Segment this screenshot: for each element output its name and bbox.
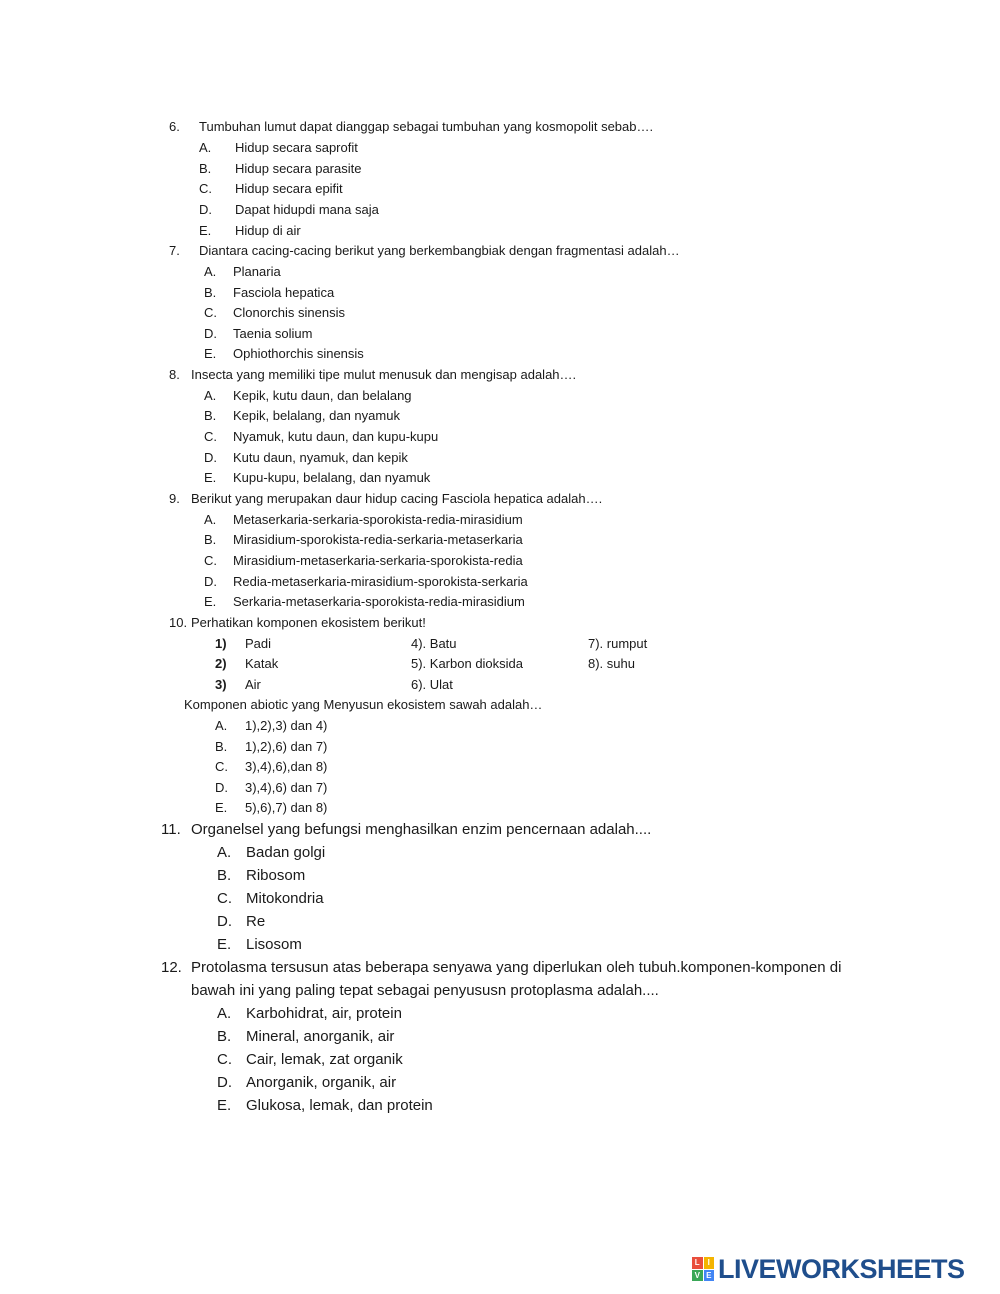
q11-option-letter: C. bbox=[217, 890, 232, 907]
q11-option-text[interactable]: Mitokondria bbox=[246, 890, 324, 907]
component-number: 1) bbox=[215, 636, 227, 651]
logo-wordmark: LIVEWORKSHEETS bbox=[718, 1253, 965, 1284]
q12-option-letter: E. bbox=[217, 1097, 232, 1114]
question-8-number: 8. bbox=[169, 367, 180, 382]
question-6-number: 6. bbox=[169, 119, 180, 134]
q9-option-letter: C. bbox=[204, 553, 217, 568]
question-11-number: 11. bbox=[161, 821, 181, 838]
component-text: 8). suhu bbox=[588, 656, 635, 671]
q11-option-text[interactable]: Badan golgi bbox=[246, 844, 326, 861]
liveworksheets-logo[interactable] bbox=[692, 1254, 965, 1284]
question-10-subtext: Komponen abiotic yang Menyusun ekosistem sawah adalah… bbox=[184, 697, 543, 712]
q6-option-text[interactable]: Hidup secara epifit bbox=[235, 181, 343, 196]
q8-option-letter: C. bbox=[204, 429, 217, 444]
q9-option-text[interactable]: Redia-metaserkaria-mirasidium-sporokista-serkaria bbox=[233, 574, 528, 589]
q10-option-letter: C. bbox=[215, 759, 228, 774]
q7-option-letter: C. bbox=[204, 305, 217, 320]
q10-option-text[interactable]: 3),4),6) dan 7) bbox=[245, 780, 328, 795]
q11-option-letter: A. bbox=[217, 844, 232, 861]
q10-option-letter: D. bbox=[215, 780, 228, 795]
q6-option-letter: D. bbox=[199, 202, 212, 217]
q10-option-text[interactable]: 1),2),6) dan 7) bbox=[245, 739, 328, 754]
q9-option-text[interactable]: Mirasidium-metaserkaria-serkaria-sporokista-redia bbox=[233, 553, 523, 568]
q8-option-text[interactable]: Kupu-kupu, belalang, dan nyamuk bbox=[233, 470, 431, 485]
component-text: Padi bbox=[245, 636, 272, 651]
logo-mark-tile: L bbox=[692, 1257, 703, 1269]
q6-option-letter: B. bbox=[199, 161, 212, 176]
q6-option-letter: C. bbox=[199, 181, 212, 196]
q9-option-text[interactable]: Metaserkaria-serkaria-sporokista-redia-mirasidium bbox=[233, 512, 523, 527]
q12-option-letter: C. bbox=[217, 1051, 232, 1068]
question-7-number: 7. bbox=[169, 243, 180, 258]
question-10-number: 10. bbox=[169, 615, 188, 630]
question-8-text: Insecta yang memiliki tipe mulut menusuk dan mengisap adalah…. bbox=[191, 367, 577, 382]
q9-option-letter: B. bbox=[204, 532, 217, 547]
q8-option-text[interactable]: Kepik, kutu daun, dan belalang bbox=[233, 388, 412, 403]
component-text: 7). rumput bbox=[588, 636, 648, 651]
q7-option-letter: B. bbox=[204, 285, 217, 300]
question-10-text: Perhatikan komponen ekosistem berikut! bbox=[191, 615, 426, 630]
question-12-number: 12. bbox=[161, 959, 182, 976]
q6-option-text[interactable]: Hidup di air bbox=[235, 223, 301, 238]
q9-option-letter: A. bbox=[204, 512, 217, 527]
logo-mark-tile: V bbox=[692, 1270, 703, 1282]
q8-option-letter: A. bbox=[204, 388, 217, 403]
component-number: 3) bbox=[215, 677, 227, 692]
q7-option-text[interactable]: Clonorchis sinensis bbox=[233, 305, 345, 320]
question-12-text-line2: bawah ini yang paling tepat sebagai penyususn protoplasma adalah.... bbox=[191, 982, 659, 999]
q7-option-text[interactable]: Planaria bbox=[233, 264, 281, 279]
q9-option-letter: D. bbox=[204, 574, 217, 589]
q7-option-letter: E. bbox=[204, 346, 217, 361]
question-6-text: Tumbuhan lumut dapat dianggap sebagai tumbuhan yang kosmopolit sebab…. bbox=[199, 119, 654, 134]
q12-option-text[interactable]: Mineral, anorganik, air bbox=[246, 1028, 395, 1045]
q6-option-letter: E. bbox=[199, 223, 212, 238]
q10-option-letter: E. bbox=[215, 800, 228, 815]
q11-option-letter: E. bbox=[217, 936, 232, 953]
logo-mark-tile: E bbox=[704, 1270, 715, 1282]
q7-option-text[interactable]: Fasciola hepatica bbox=[233, 285, 335, 300]
q8-option-text[interactable]: Kepik, belalang, dan nyamuk bbox=[233, 408, 400, 423]
q7-option-text[interactable]: Taenia solium bbox=[233, 326, 313, 341]
q9-option-text[interactable]: Mirasidium-sporokista-redia-serkaria-metaserkaria bbox=[233, 532, 523, 547]
q6-option-text[interactable]: Hidup secara saprofit bbox=[235, 140, 358, 155]
q12-option-letter: D. bbox=[217, 1074, 232, 1091]
q6-option-text[interactable]: Hidup secara parasite bbox=[235, 161, 362, 176]
q12-option-text[interactable]: Cair, lemak, zat organik bbox=[246, 1051, 403, 1068]
q10-option-letter: B. bbox=[215, 739, 228, 754]
q8-option-letter: E. bbox=[204, 470, 217, 485]
q7-option-letter: D. bbox=[204, 326, 217, 341]
q12-option-text[interactable]: Anorganik, organik, air bbox=[246, 1074, 397, 1091]
q6-option-letter: A. bbox=[199, 140, 212, 155]
q9-option-letter: E. bbox=[204, 594, 217, 609]
q12-option-text[interactable]: Glukosa, lemak, dan protein bbox=[246, 1097, 433, 1114]
q10-option-letter: A. bbox=[215, 718, 228, 733]
q6-option-text[interactable]: Dapat hidupdi mana saja bbox=[235, 202, 379, 217]
logo-mark-tile: I bbox=[704, 1257, 715, 1269]
q8-option-text[interactable]: Nyamuk, kutu daun, dan kupu-kupu bbox=[233, 429, 439, 444]
q11-option-letter: D. bbox=[217, 913, 232, 930]
q10-option-text[interactable]: 1),2),3) dan 4) bbox=[245, 718, 328, 733]
q12-option-text[interactable]: Karbohidrat, air, protein bbox=[246, 1005, 402, 1022]
q11-option-text[interactable]: Re bbox=[246, 913, 266, 930]
q11-option-letter: B. bbox=[217, 867, 232, 884]
q12-option-letter: A. bbox=[217, 1005, 232, 1022]
question-7-text: Diantara cacing-cacing berikut yang berkembangbiak dengan fragmentasi adalah… bbox=[199, 243, 680, 258]
q8-option-letter: D. bbox=[204, 450, 217, 465]
question-9-text: Berikut yang merupakan daur hidup cacing Fasciola hepatica adalah…. bbox=[191, 491, 603, 506]
q8-option-text[interactable]: Kutu daun, nyamuk, dan kepik bbox=[233, 450, 408, 465]
q12-option-letter: B. bbox=[217, 1028, 232, 1045]
component-text: 4). Batu bbox=[411, 636, 457, 651]
question-9-number: 9. bbox=[169, 491, 180, 506]
q10-option-text[interactable]: 5),6),7) dan 8) bbox=[245, 800, 328, 815]
q7-option-text[interactable]: Ophiothorchis sinensis bbox=[233, 346, 364, 361]
q9-option-text[interactable]: Serkaria-metaserkaria-sporokista-redia-mirasidium bbox=[233, 594, 525, 609]
q11-option-text[interactable]: Lisosom bbox=[246, 936, 302, 953]
liveworksheets-mark-icon bbox=[692, 1257, 714, 1281]
q8-option-letter: B. bbox=[204, 408, 217, 423]
component-text: 6). Ulat bbox=[411, 677, 453, 692]
q10-option-text[interactable]: 3),4),6),dan 8) bbox=[245, 759, 328, 774]
q7-option-letter: A. bbox=[204, 264, 217, 279]
question-11-text: Organelsel yang befungsi menghasilkan enzim pencernaan adalah.... bbox=[191, 821, 652, 838]
question-12-text-line1: Protolasma tersusun atas beberapa senyawa yang diperlukan oleh tubuh.komponen-komponen di bbox=[191, 959, 842, 976]
component-text: Katak bbox=[245, 656, 279, 671]
q11-option-text[interactable]: Ribosom bbox=[246, 867, 306, 884]
component-text: Air bbox=[245, 677, 261, 692]
component-text: 5). Karbon dioksida bbox=[411, 656, 524, 671]
component-number: 2) bbox=[215, 656, 227, 671]
